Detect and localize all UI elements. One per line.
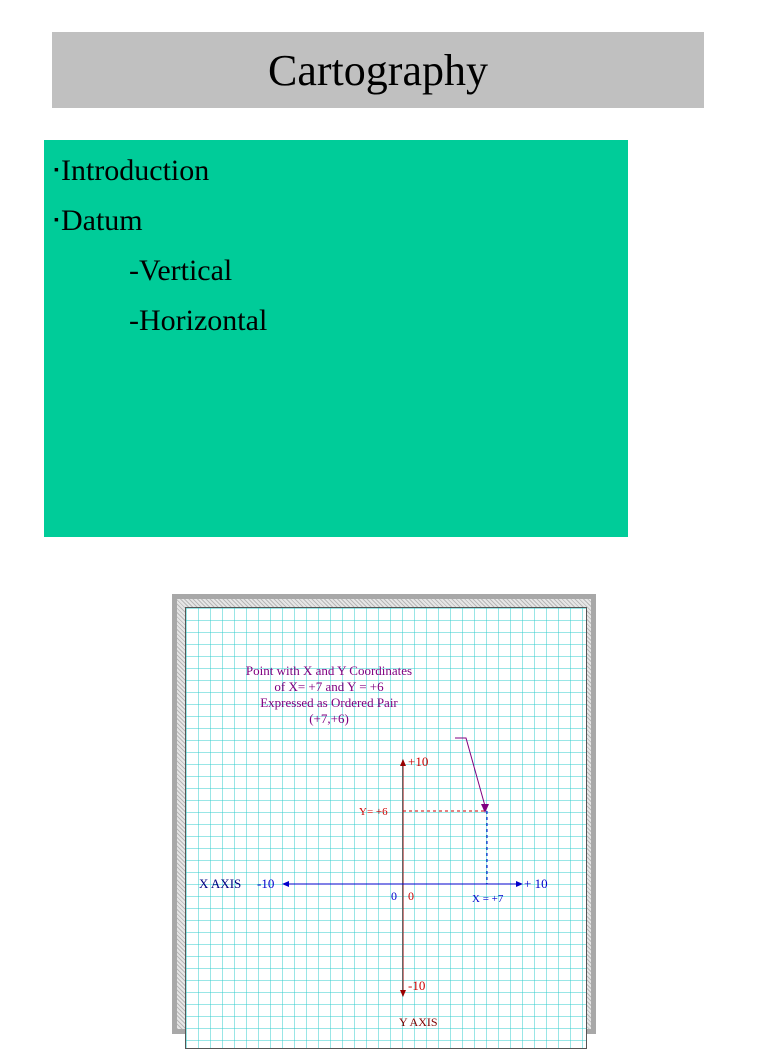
bullet-label: Introduction (60, 154, 210, 187)
caption-line-3: Expressed as Ordered Pair (260, 695, 398, 710)
title-bar (52, 32, 704, 108)
bullet-item-introduction (54, 146, 267, 196)
x-minus-label: -10 (257, 876, 275, 891)
x-axis-label: X AXIS (199, 876, 242, 891)
origin-label-right: 0 (408, 889, 414, 903)
y-value-label: Y= +6 (359, 806, 388, 818)
bullet-item-datum (54, 196, 267, 246)
coordinate-figure-frame (172, 594, 596, 1034)
x-value-label: X = +7 (472, 893, 504, 905)
coordinate-figure (185, 607, 587, 1049)
caption-line-1: Point with X and Y Coordinates (245, 663, 413, 678)
y-plus-label: +10 (408, 754, 429, 769)
coordinate-diagram (186, 608, 586, 1048)
y-axis-label: Y AXIS (399, 1015, 438, 1029)
origin-label-left: 0 (391, 889, 397, 903)
bullet-icon: ▪ (54, 163, 59, 178)
y-minus-label: -10 (408, 978, 426, 993)
sub-item-vertical: -Vertical (129, 254, 233, 287)
bullet-label: Datum (60, 204, 143, 237)
caption-line-4: (+7,+6) (309, 711, 349, 726)
bullet-list (54, 146, 267, 346)
bullet-icon: ▪ (54, 213, 59, 228)
sub-item-horizontal: -Horizontal (129, 304, 268, 337)
content-box (44, 140, 628, 537)
slide-title: Cartography (268, 45, 488, 95)
caption-line-2: of X= +7 and Y = +6 (274, 679, 384, 694)
x-plus-label: + 10 (524, 876, 548, 891)
